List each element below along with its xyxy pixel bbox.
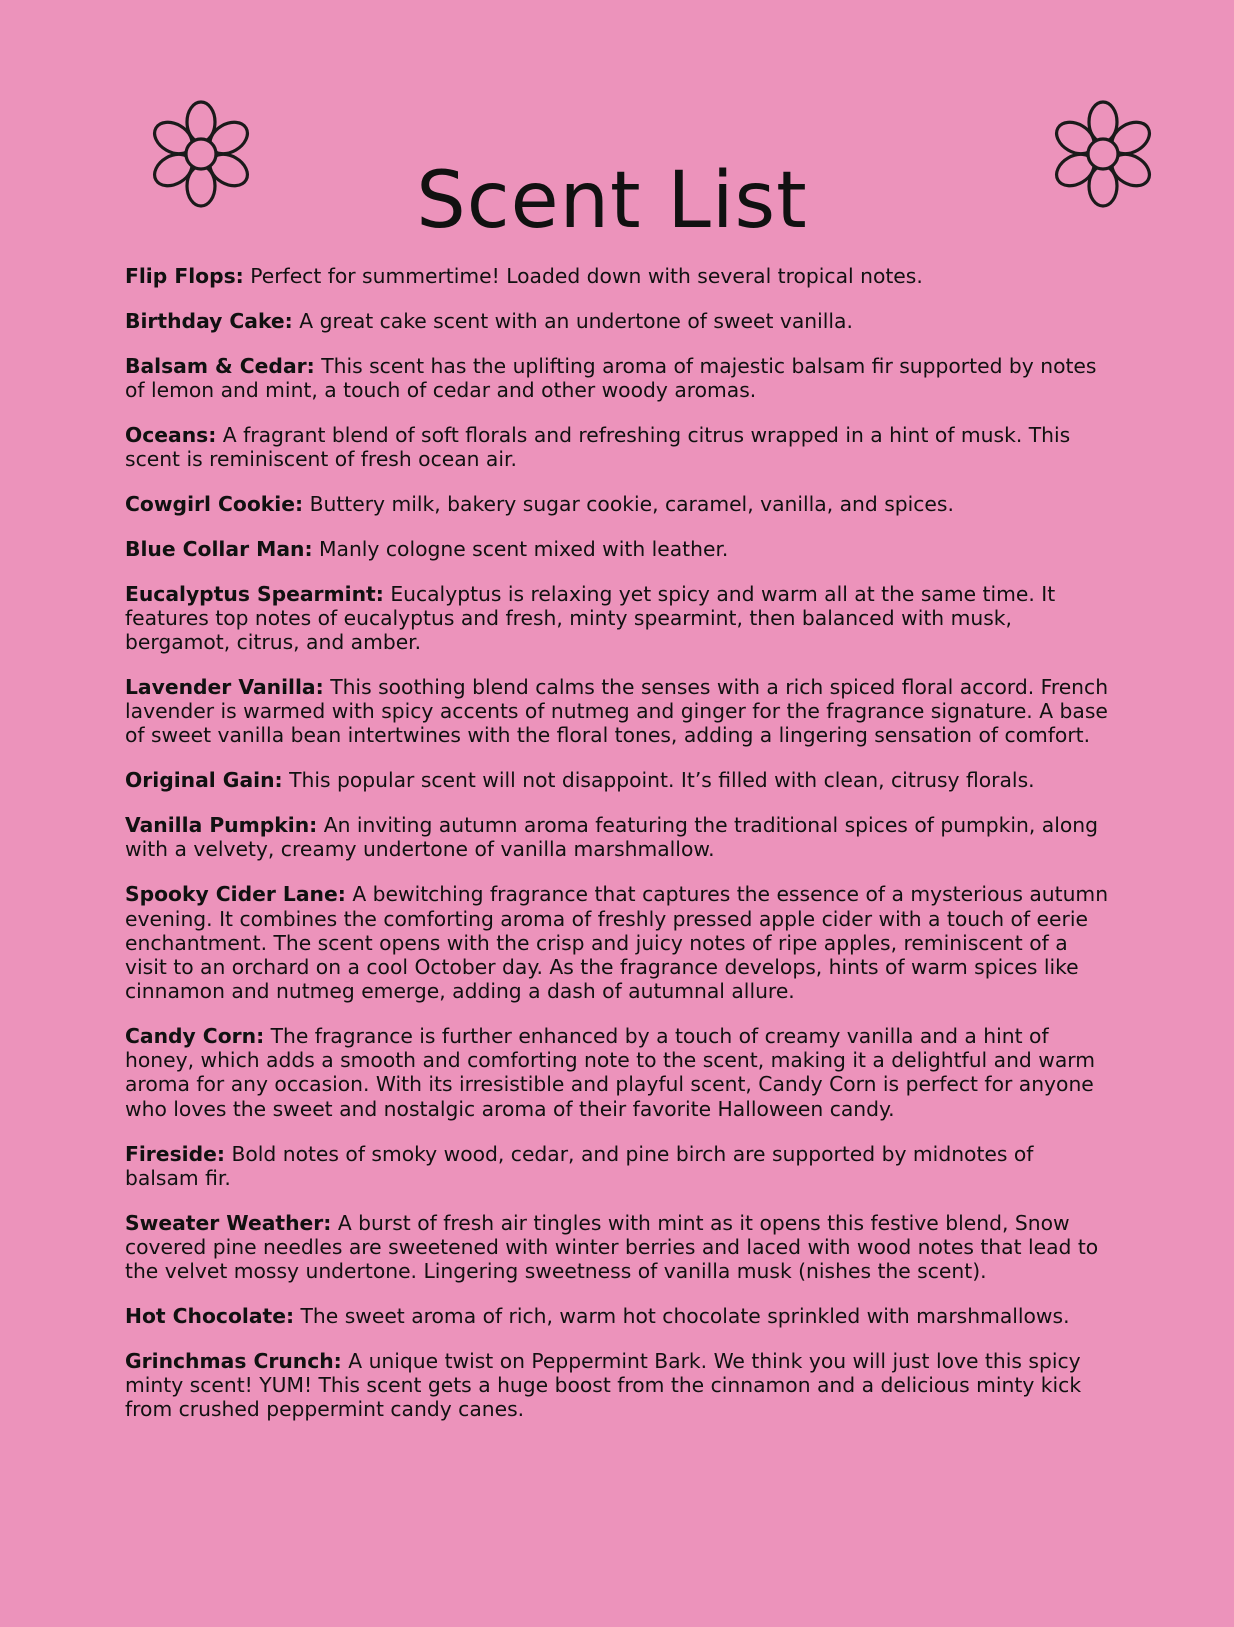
scent-description: This popular scent will not disappoint. It’s filled with clean, citrusy florals. xyxy=(289,768,1035,793)
scent-name: Candy Corn: xyxy=(125,1024,265,1049)
scent-name: Birthday Cake: xyxy=(125,308,293,333)
scent-name: Lavender Vanilla: xyxy=(125,675,324,700)
scent-item xyxy=(125,423,1110,471)
scent-item xyxy=(125,882,1110,1003)
scent-description: A bewitching fragrance that captures the essence of a mysterious autumn evening. It combines the comforting aroma of freshly pressed apple cider with a touch of eerie enchantment. The scent opens with the crisp and juicy notes of ripe apples, reminiscent of a visit to an orchard on a cool October day. As the fragrance develops, hints of warm spices like cinnamon and nutmeg emerge, adding a dash of autumnal allure. xyxy=(125,882,1109,1004)
scent-item xyxy=(125,537,1110,561)
scent-description: Perfect for summertime! Loaded down with several tropical notes. xyxy=(250,264,923,288)
scent-description: A great cake scent with an undertone of sweet vanilla. xyxy=(299,308,853,333)
scent-name: Spooky Cider Lane: xyxy=(125,882,346,907)
scent-item xyxy=(125,1142,1110,1190)
scent-description: This soothing blend calms the senses with a rich spiced floral accord. French lavender is warmed with spicy accents of nutmeg and ginger for the fragrance signature. A base of sweet vanilla bean intertwines with the floral tones, adding a lingering sensation of comfort. xyxy=(125,675,1109,748)
scent-item xyxy=(125,264,1110,288)
scent-description: Bold notes of smoky wood, cedar, and pine birch are supported by midnotes of balsam fir. xyxy=(125,1141,1034,1190)
scent-description: An inviting autumn aroma featuring the traditional spices of pumpkin, along with a velvety, creamy undertone of vanilla marshmallow. xyxy=(125,813,1099,862)
scent-item xyxy=(125,309,1110,333)
scent-description: A burst of fresh air tingles with mint as it opens this festive blend, Snow covered pine needles are sweetened with winter berries and laced with wood notes that lead to the velvet mossy undertone. Lingering sweetness of vanilla musk (nishes the scent). xyxy=(125,1210,1099,1284)
scent-item xyxy=(125,813,1110,861)
scent-item xyxy=(125,1304,1110,1328)
scent-name: Blue Collar Man: xyxy=(125,536,313,561)
scent-description: The fragrance is further enhanced by a touch of creamy vanilla and a hint of honey, which adds a smooth and comforting note to the scent, making it a delightful and warm aroma for any occasion. With its irresistible and playful scent, Candy Corn is perfect for anyone who loves the sweet and nostalgic aroma of their favorite Halloween candy. xyxy=(125,1024,1095,1121)
scent-description: Buttery milk, bakery sugar cookie, caramel, vanilla, and spices. xyxy=(309,491,954,516)
scent-name: Flip Flops: xyxy=(125,264,244,288)
scent-list xyxy=(125,264,1110,1442)
scent-item xyxy=(125,582,1110,655)
scent-name: Grinchmas Crunch: xyxy=(125,1348,342,1373)
scent-name: Balsam & Cedar: xyxy=(125,353,315,378)
scent-description: A unique twist on Peppermint Bark. We think you will just love this spicy minty scent! YUM! This scent gets a huge boost from the cinnamon and a delicious minty kick from crushed peppermint candy canes. xyxy=(125,1348,1082,1422)
scent-description: This scent has the uplifting aroma of majestic balsam fir supported by notes of lemon and mint, a touch of cedar and other woody aromas. xyxy=(125,353,1097,402)
scent-name: Oceans: xyxy=(125,422,217,447)
scent-name: Cowgirl Cookie: xyxy=(125,491,304,516)
scent-item xyxy=(125,1211,1110,1284)
scent-description: The sweet aroma of rich, warm hot chocolate sprinkled with marshmallows. xyxy=(300,1303,1070,1328)
scent-name: Original Gain: xyxy=(125,768,283,793)
scent-item xyxy=(125,1349,1110,1422)
scent-item xyxy=(125,675,1110,748)
scent-description: Eucalyptus is relaxing yet spicy and warm all at the same time. It features top notes of eucalyptus and fresh, minty spearmint, then balanced with musk, bergamot, citrus, and amber. xyxy=(125,581,1056,655)
scent-name: Hot Chocolate: xyxy=(125,1303,295,1328)
scent-item xyxy=(125,354,1110,402)
scent-name: Sweater Weather: xyxy=(125,1210,332,1235)
scent-name: Vanilla Pumpkin: xyxy=(125,813,318,838)
scent-name: Fireside: xyxy=(125,1141,225,1166)
scent-item xyxy=(125,1024,1110,1121)
scent-item xyxy=(125,492,1110,516)
page-title: Scent List xyxy=(416,156,808,246)
scent-name: Eucalyptus Spearmint: xyxy=(125,581,384,606)
scent-description: Manly cologne scent mixed with leather. xyxy=(319,536,729,561)
scent-item xyxy=(125,768,1110,792)
scent-description: A fragrant blend of soft florals and refreshing citrus wrapped in a hint of musk. This scent is reminiscent of fresh ocean air. xyxy=(125,422,1071,472)
